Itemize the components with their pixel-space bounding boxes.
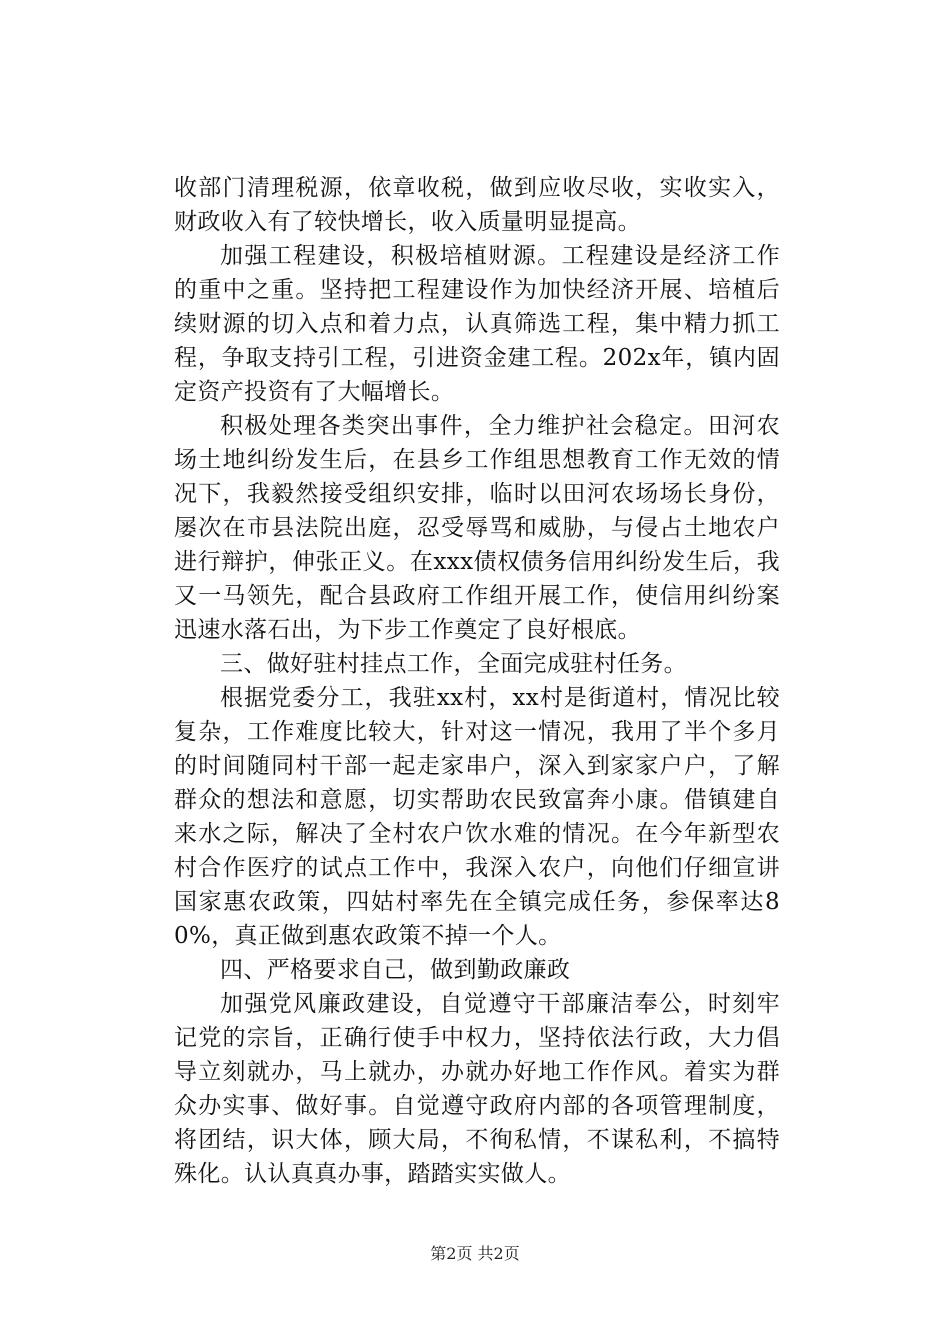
paragraph-village-work: 根据党委分工，我驻xx村，xx村是街道村，情况比较复杂，工作难度比较大，针对这一情况，我用了半个多月的时间随同村干部一起走家串户，深入到家家户户，了解群众的想法和意愿，切实帮助农民致富奔小康。借镇建自来水之际，解决了全村农户饮水难的情况。在今年新型农村合作医疗的试点工作中，我深入农户，向他们仔细宣讲国家惠农政策，四姑村率先在全镇完成任务，参保率达80%，真正做到惠农政策不掉一个人。 <box>174 685 780 949</box>
heading-self-discipline: 四、严格要求自己，做到勤政廉政 <box>220 957 571 983</box>
paragraph-project-construction: 加强工程建设，积极培植财源。工程建设是经济工作的重中之重。坚持把工程建设作为加快经济开展、培植后续财源的切入点和着力点，认真筛选工程，集中精力抓工程，争取支持引工程，引进资金建工程。202x年，镇内固定资产投资有了大幅增长。 <box>174 243 780 405</box>
paragraph-clean-government: 加强党风廉政建设，自觉遵守干部廉洁奉公，时刻牢记党的宗旨，正确行使手中权力，坚持依法行政，大力倡导立刻就办，马上就办，办就办好地工作作风。着实为群众办实事、做好事。自觉遵守政府内部的各项管理制度，将团结，识大体，顾大局，不徇私情，不谋私利，不搞特殊化。认认真真办事，踏踏实实做人。 <box>174 991 780 1187</box>
page-footer: 第2页 共2页 <box>430 1244 520 1263</box>
document-body <box>174 171 780 1191</box>
heading-village-work: 三、做好驻村挂点工作，全面完成驻村任务。 <box>220 651 687 677</box>
paragraph-social-stability: 积极处理各类突出事件，全力维护社会稳定。田河农场土地纠纷发生后，在县乡工作组思想教育工作无效的情况下，我毅然接受组织安排，临时以田河农场场长身份，屡次在市县法院出庭，忍受辱骂和威胁，与侵占土地农户进行辩护，伸张正义。在xxx债权债务信用纠纷发生后，我又一马领先，配合县政府工作组开展工作，使信用纠纷案迅速水落石出，为下步工作奠定了良好根底。 <box>174 413 780 643</box>
paragraph-tax-revenue: 收部门清理税源，依章收税，做到应收尽收，实收实入，财政收入有了较快增长，收入质量明显提高。 <box>174 175 780 235</box>
